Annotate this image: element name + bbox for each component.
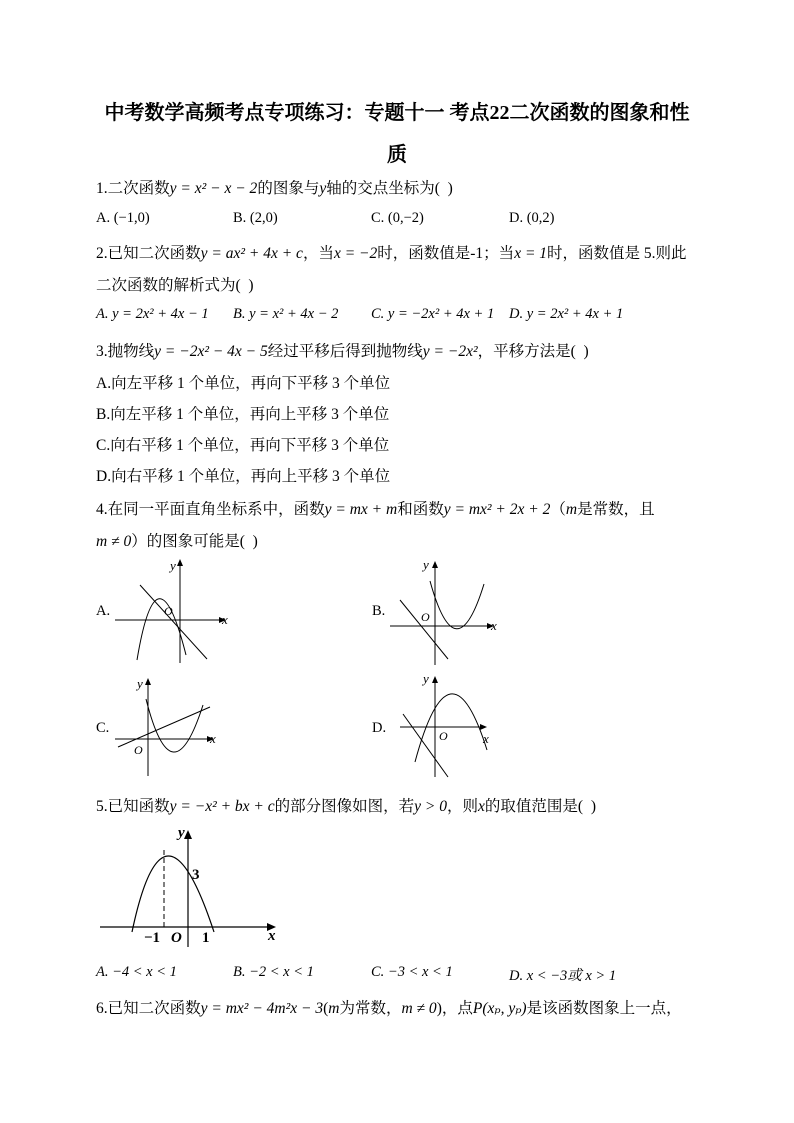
option-b: B. y = x² + 4x − 2 — [233, 306, 339, 322]
origin-label: O — [134, 743, 143, 757]
page-title: 中考数学高频考点专项练习：专题十一 考点22二次函数的图象和性 — [104, 102, 690, 124]
y-axis-arrow — [177, 559, 183, 566]
x-axis-arrow — [480, 724, 487, 730]
tick-1: 1 — [202, 930, 210, 946]
option-b: B. (2,0) — [233, 210, 278, 226]
x-label: x — [210, 731, 216, 746]
option-d: D. x < −3或 x > 1 — [509, 968, 617, 984]
line — [400, 600, 448, 659]
question-4-line2: m ≠ 0）的图象可能是( ) — [96, 533, 258, 550]
graph-q5 — [96, 822, 296, 952]
graph-label-c: C. — [96, 720, 110, 736]
page-title-continued: 质 — [387, 144, 407, 166]
option-a: A. −4 < x < 1 — [96, 964, 177, 980]
graph-label-b: B. — [372, 603, 386, 619]
option-c: C. (0,−2) — [371, 210, 424, 226]
x-label: x — [491, 618, 497, 633]
formula: y = −x² + bx + c — [169, 798, 275, 815]
parabola — [137, 599, 186, 660]
option-b: B.向左平移 1 个单位，再向上平移 3 个单位 — [96, 406, 390, 423]
tick-minus-1: −1 — [144, 930, 161, 946]
formula: y = mx² + 2x + 2 — [443, 501, 551, 518]
x-label: x — [483, 731, 489, 746]
y-axis-arrow — [145, 678, 151, 685]
question-5: 5.已知函数y = −x² + bx + c的部分图像如图，若y > 0，则x的取值范围是( ) — [96, 798, 596, 815]
y-label: y — [170, 558, 176, 573]
option-a: A. (−1,0) — [96, 210, 150, 226]
line — [403, 714, 448, 777]
y-axis-arrow — [432, 676, 438, 683]
y-label: y — [178, 825, 185, 841]
y-axis-arrow — [432, 561, 438, 568]
option-c: C. y = −2x² + 4x + 1 — [371, 306, 495, 322]
formula: y = mx + m — [324, 501, 398, 518]
question-4: 4.在同一平面直角坐标系中，函数y = mx + m和函数y = mx² + 2x + 2（m是常数，且 — [96, 501, 655, 518]
origin-label: O — [421, 610, 430, 624]
question-2-line2: 二次函数的解析式为( ) — [96, 277, 254, 294]
option-a: A. y = 2x² + 4x − 1 — [96, 306, 209, 322]
origin-label: O — [164, 604, 173, 618]
question-2: 2.已知二次函数y = ax² + 4x + c，当x = −2时，函数值是-1；当x = 1时，函数值是 5.则此 — [96, 245, 687, 262]
origin-label: O — [171, 930, 182, 946]
parabola — [132, 856, 214, 932]
question-1: 1.二次函数y = x² − x − 2的图象与y轴的交点坐标为( ) — [96, 180, 453, 197]
formula: y = ax² + 4x + c — [200, 245, 303, 262]
x-label: x — [268, 928, 276, 944]
y-axis-arrow — [184, 830, 192, 839]
question-3: 3.抛物线y = −2x² − 4x − 5经过平移后得到抛物线y = −2x²，平移方法是( ) — [96, 343, 589, 360]
line — [140, 585, 207, 659]
option-d: D. (0,2) — [509, 210, 555, 226]
graph-label-a: A. — [96, 603, 111, 619]
option-d: D. y = 2x² + 4x + 1 — [509, 306, 624, 322]
option-b: B. −2 < x < 1 — [233, 964, 314, 980]
graph-a — [110, 555, 240, 670]
graph-label-d: D. — [372, 720, 387, 736]
tick-3: 3 — [192, 867, 200, 883]
graph-b — [385, 555, 505, 670]
formula: y = x² − x − 2 — [169, 180, 258, 197]
option-d: D.向右平移 1 个单位，再向上平移 3 个单位 — [96, 468, 391, 485]
option-c: C. −3 < x < 1 — [371, 964, 453, 980]
graph-c — [110, 672, 230, 782]
parabola — [146, 699, 203, 752]
parabola — [415, 694, 487, 762]
graph-d — [395, 672, 505, 782]
formula: y = −2x² − 4x − 5 — [154, 343, 268, 360]
option-a: A.向左平移 1 个单位，再向下平移 3 个单位 — [96, 375, 391, 392]
formula: y = mx² − 4m²x − 3 — [200, 1000, 324, 1017]
line — [118, 707, 210, 747]
question-6: 6.已知二次函数y = mx² − 4m²x − 3(m为常数，m ≠ 0)，点P(xₚ, yₚ)是该函数图象上一点， — [96, 1000, 682, 1017]
origin-label: O — [439, 729, 448, 743]
y-label: y — [423, 672, 429, 686]
y-label: y — [137, 676, 143, 691]
y-label: y — [423, 557, 429, 572]
x-label: x — [222, 612, 228, 627]
option-c: C.向右平移 1 个单位，再向下平移 3 个单位 — [96, 437, 390, 454]
parabola — [430, 581, 484, 629]
